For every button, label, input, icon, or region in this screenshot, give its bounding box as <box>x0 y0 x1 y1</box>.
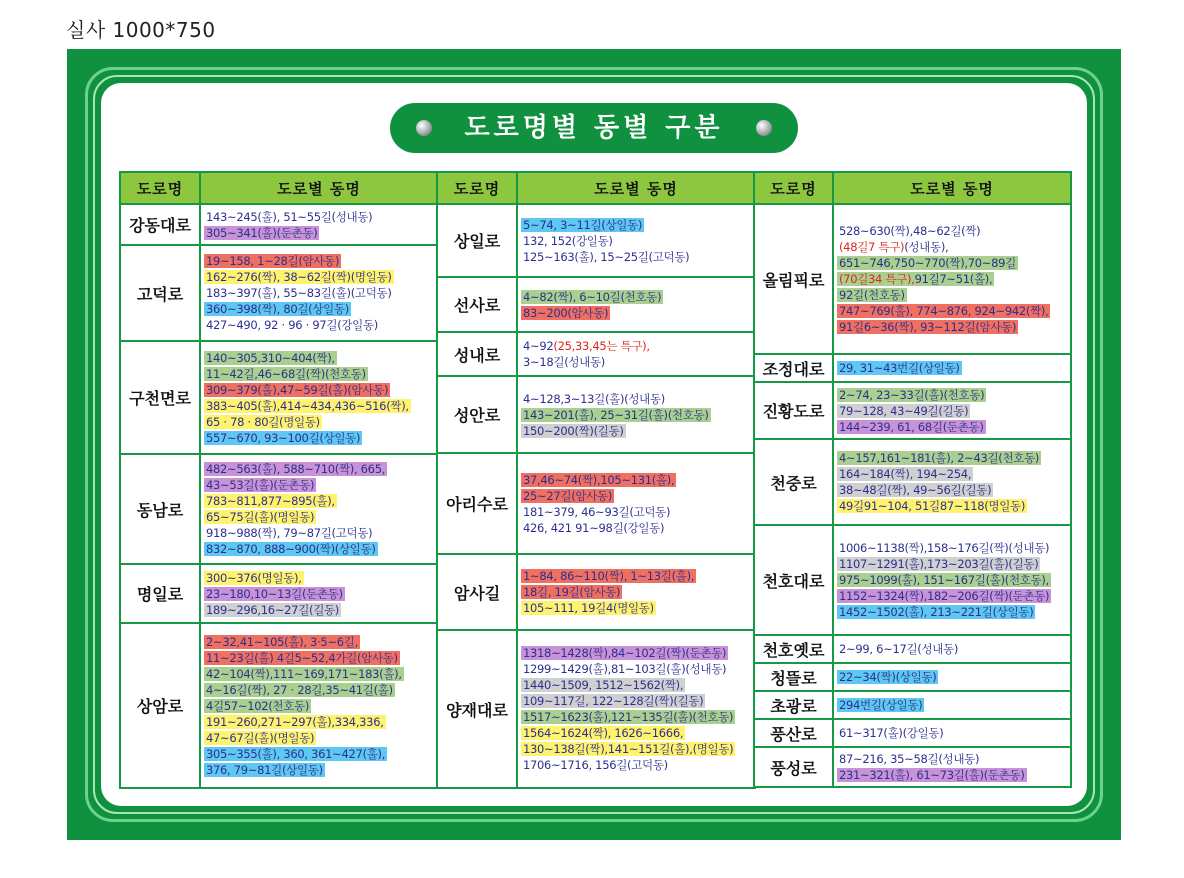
dong-range-line <box>204 634 434 650</box>
dong-list <box>833 525 1071 635</box>
dong-range-line <box>521 504 751 520</box>
road-name: 상일로 <box>437 204 517 277</box>
dong-range-text: 426, 421 91~98길(강일동) <box>523 520 665 535</box>
dong-range-text: 143~245(홀), 51~55길(성내동) <box>206 209 373 224</box>
dong-range-text: 482~563(홀), 588~710(짝), 665, <box>206 462 386 476</box>
road-row <box>120 564 438 623</box>
dong-range-line <box>204 477 434 493</box>
road-row <box>754 354 1071 382</box>
dong-range-line <box>204 253 434 269</box>
dong-range-line <box>204 682 434 698</box>
road-row <box>754 691 1071 719</box>
dong-range-line <box>521 423 751 439</box>
dong-range-text: 162~276(짝), 38~62길(짝)(명일동) <box>206 270 392 284</box>
dong-range-line <box>204 698 434 714</box>
dong-range-text: 5~74, 3~11길(상일동) <box>523 217 643 232</box>
dong-range-text: 25~27길(암사동) <box>523 488 613 503</box>
dong-range-text: 3~18길(성내동) <box>523 355 605 369</box>
road-table-col-3 <box>753 171 1072 788</box>
dong-range-text: 11~42길,46~68길(짝)(천호동) <box>206 366 366 381</box>
dong-range-line <box>204 586 434 602</box>
dong-range-line <box>204 762 434 778</box>
dong-range-line <box>521 568 751 584</box>
dong-list <box>833 439 1071 525</box>
dong-range-line <box>521 354 751 370</box>
road-name: 진황도로 <box>754 382 833 439</box>
road-name: 조정대로 <box>754 354 833 382</box>
road-name: 청뜰로 <box>754 663 833 691</box>
dong-range-line <box>204 509 434 525</box>
dong-range-line <box>521 407 751 423</box>
dong-range-text: 19~158, 1~28길(암사동) <box>206 254 340 268</box>
dong-range-line <box>521 645 751 661</box>
dong-range-text: 105~111, 19길4(명일동) <box>523 601 654 615</box>
dong-list <box>200 564 438 623</box>
dong-range-line <box>521 217 751 233</box>
dong-range-text: 183~397(홀), 55~83길(홀)(고덕동) <box>206 286 392 300</box>
dong-range-text: 92길(천호동) <box>839 288 905 302</box>
dong-range-line <box>521 249 751 265</box>
dong-range-text: 150~200(짝)(길동) <box>523 423 624 438</box>
road-row <box>437 332 755 376</box>
dong-range-line <box>521 661 751 677</box>
road-row <box>754 439 1071 525</box>
dong-list <box>833 691 1071 719</box>
dong-range-line <box>204 301 434 317</box>
dong-range-text: 231~321(홀), 61~73길(홀)(둔촌동) <box>839 768 1025 782</box>
dong-range-text: 132, 152(강일동) <box>523 233 613 248</box>
dong-range-text: 43~53길(홀)(둔촌동) <box>206 478 315 492</box>
dong-range-line <box>204 730 434 746</box>
dong-range-line <box>837 498 1067 514</box>
dong-range-text: 975~1099(홀), 151~167길(홀)(천호동), <box>839 573 1049 587</box>
dong-range-text: 29, 31~43번길(상일동) <box>839 361 960 375</box>
dong-range-line <box>837 767 1067 783</box>
dong-range-text: 651~746,750~770(짝),70~89길 <box>839 256 1016 270</box>
dong-range-text: 2~32,41~105(홀), 3·5~6길, <box>206 634 358 649</box>
dong-range-text: 47~67길(홀)(명일동) <box>206 730 315 745</box>
dong-list <box>200 245 438 341</box>
dong-range-text <box>837 240 950 254</box>
dong-range-line <box>521 584 751 600</box>
dong-range-line <box>837 540 1067 556</box>
dong-list <box>517 376 755 453</box>
dong-range-line <box>204 414 434 430</box>
title-banner <box>390 103 798 153</box>
dong-range-text: 42~104(짝),111~169,171~183(홀), <box>206 666 402 681</box>
dong-range-line <box>204 666 434 682</box>
road-row <box>437 630 755 788</box>
dong-range-line <box>204 366 434 382</box>
dong-range-line <box>837 725 1067 741</box>
dong-range-text: 4길57~102(천호동) <box>206 698 310 713</box>
dong-range-line <box>837 239 1067 255</box>
dong-range-line <box>204 493 434 509</box>
dong-range-text: 360~398(짝), 80길(상일동) <box>206 302 349 316</box>
road-name: 초광로 <box>754 691 833 719</box>
dong-range-text: 1006~1138(짝),158~176길(짝)(성내동) <box>839 541 1050 555</box>
dong-range-line <box>837 669 1067 685</box>
road-name: 천중로 <box>754 439 833 525</box>
dong-range-line <box>521 305 751 321</box>
dong-list <box>833 382 1071 439</box>
dong-range-line <box>837 319 1067 335</box>
dong-range-line <box>837 751 1067 767</box>
dong-list <box>200 341 438 454</box>
dong-range-text: 1452~1502(홀), 213~221길(상일동) <box>839 605 1034 619</box>
header-dong: 도로별 동명 <box>517 172 755 204</box>
dong-range-line <box>204 461 434 477</box>
dong-range-line <box>204 317 434 333</box>
road-row <box>437 204 755 277</box>
dong-range-text: 61~317(홀)(강일동) <box>839 726 944 740</box>
dong-range-line <box>204 209 434 225</box>
dong-range-text: 83~200(암사동) <box>523 305 609 320</box>
dong-list <box>833 354 1071 382</box>
dong-range-line <box>521 677 751 693</box>
dong-range-text: 144~239, 61, 68길(둔촌동) <box>839 419 984 434</box>
dong-list <box>517 332 755 376</box>
dong-range-text: 305~355(홀), 360, 361~427(홀), <box>206 746 386 761</box>
dong-range-line <box>521 289 751 305</box>
dong-list <box>517 453 755 554</box>
road-row <box>754 204 1071 354</box>
dong-range-text: 189~296,16~27길(길동) <box>206 602 339 617</box>
dong-range-text: 557~670, 93~100길(상일동) <box>206 430 361 445</box>
dong-range-text: 383~405(홀),414~434,436~516(짝), <box>206 398 409 413</box>
dong-list <box>200 454 438 564</box>
dong-range-text: 130~138길(짝),141~151길(홀),(명일동) <box>523 742 734 756</box>
road-name: 동남로 <box>120 454 200 564</box>
dong-range-line <box>837 697 1067 713</box>
dong-range-part: 4~92 <box>523 339 554 353</box>
dong-range-line <box>204 285 434 301</box>
special-zone-note: (48길7 특구) <box>839 240 905 254</box>
dong-list <box>517 554 755 630</box>
road-row <box>437 453 755 554</box>
dong-range-text: 305~341(홀)(둔촌동) <box>206 225 318 240</box>
dong-range-line <box>837 482 1067 498</box>
road-row <box>120 454 438 564</box>
dong-range-text: 1706~1716, 156길(고덕동) <box>523 758 668 772</box>
special-zone-note: (25,33,45는 특구), <box>553 339 650 353</box>
dong-range-line <box>521 488 751 504</box>
dong-list <box>517 277 755 332</box>
dong-range-line <box>204 382 434 398</box>
header-road: 도로명 <box>120 172 200 204</box>
dong-range-line <box>521 472 751 488</box>
dong-range-part: (성내동), <box>904 240 949 254</box>
header-dong: 도로별 동명 <box>200 172 438 204</box>
road-row <box>437 376 755 453</box>
dong-range-text: 918~988(짝), 79~87길(고덕동) <box>206 526 373 540</box>
dong-range-text: 143~201(홀), 25~31길(홀)(천호동) <box>523 407 709 422</box>
dong-range-line <box>837 641 1067 657</box>
road-name: 성내로 <box>437 332 517 376</box>
dong-range-line <box>837 556 1067 572</box>
road-name: 양재대로 <box>437 630 517 788</box>
road-name: 상암로 <box>120 623 200 788</box>
road-name: 강동대로 <box>120 204 200 245</box>
road-row <box>120 623 438 788</box>
dong-range-text <box>837 272 994 286</box>
dong-range-text: 1440~1509, 1512~1562(짝), <box>523 678 684 692</box>
dong-range-line <box>521 709 751 725</box>
dong-list <box>833 747 1071 787</box>
dong-list <box>200 204 438 245</box>
dong-range-text: 191~260,271~297(홀),334,336, <box>206 714 384 729</box>
dong-range-line <box>837 303 1067 319</box>
road-name: 풍성로 <box>754 747 833 787</box>
dong-range-line <box>837 403 1067 419</box>
header-road: 도로명 <box>437 172 517 204</box>
road-name: 구천면로 <box>120 341 200 454</box>
dong-range-text: 1152~1324(짝),182~206길(짝)(둔촌동) <box>839 589 1050 603</box>
dong-list <box>833 204 1071 354</box>
dong-range-line <box>521 741 751 757</box>
dong-range-line <box>204 430 434 446</box>
road-row <box>754 663 1071 691</box>
dong-range-text: 18길, 19길(암사동) <box>523 585 621 599</box>
dong-range-line <box>837 588 1067 604</box>
road-name: 선사로 <box>437 277 517 332</box>
dong-range-line <box>521 693 751 709</box>
dong-range-line <box>204 714 434 730</box>
dong-range-line <box>204 746 434 762</box>
road-table-col-1 <box>119 171 439 789</box>
dong-range-line <box>837 604 1067 620</box>
dong-range-line <box>837 450 1067 466</box>
special-zone-note: (70길34 특구), <box>839 272 915 286</box>
dong-range-line <box>837 255 1067 271</box>
dong-range-text: 832~870, 888~900(짝)(상일동) <box>206 542 376 556</box>
dong-range-text: 11~23길(홀) 4길5~52,4가길(암사동) <box>206 650 398 665</box>
dong-range-text: 294번길(상일동) <box>839 698 923 712</box>
road-row <box>754 382 1071 439</box>
road-row <box>754 747 1071 787</box>
dong-range-text: 1318~1428(짝),84~102길(짝)(둔촌동) <box>523 646 727 660</box>
dong-range-line <box>837 287 1067 303</box>
dong-range-text: 109~117길, 122~128길(짝)(길동) <box>523 694 704 708</box>
dong-range-line <box>204 570 434 586</box>
dong-range-line <box>204 541 434 557</box>
dong-range-line <box>837 360 1067 376</box>
road-row <box>437 554 755 630</box>
dong-range-text: 49길91~104, 51길87~118(명일동) <box>839 499 1026 513</box>
dong-range-text: 164~184(짝), 194~254, <box>839 467 972 481</box>
dong-range-text: 783~811,877~895(홀), <box>206 494 335 508</box>
dong-range-text: 4~16길(짝), 27 · 28길,35~41길(홀) <box>206 682 393 697</box>
dong-range-line <box>837 572 1067 588</box>
dong-range-text: 1564~1624(짝), 1626~1666, <box>523 726 684 740</box>
dong-range-part: 91길7~51(홀), <box>914 272 993 286</box>
dong-range-text: 65~75길(홀)(명일동) <box>206 510 315 524</box>
road-name: 풍산로 <box>754 719 833 747</box>
dong-list <box>200 623 438 788</box>
rivet-right-icon <box>756 120 772 136</box>
road-table-col-2 <box>436 171 756 789</box>
dong-range-line <box>837 271 1067 287</box>
header-dong: 도로별 동명 <box>833 172 1071 204</box>
road-row <box>754 719 1071 747</box>
dong-range-text: 747~769(홀), 774~876, 924~942(짝), <box>839 304 1049 318</box>
dong-range-text <box>521 339 652 353</box>
dong-range-line <box>204 602 434 618</box>
dong-range-text: 528~630(짝),48~62길(짝) <box>839 224 981 238</box>
road-row <box>754 635 1071 663</box>
dong-list <box>833 719 1071 747</box>
dong-range-text: 4~82(짝), 6~10길(천호동) <box>523 289 662 304</box>
road-row <box>120 245 438 341</box>
dong-range-text: 22~34(짝)(상일동) <box>839 670 937 684</box>
dong-range-text: 2~74, 23~33길(홀)(천호동) <box>839 387 985 402</box>
print-size-caption: 실사 1000*750 <box>66 18 216 42</box>
road-name: 명일로 <box>120 564 200 623</box>
dong-range-line <box>204 398 434 414</box>
dong-range-text: 300~376(명일동), <box>206 570 302 585</box>
dong-range-line <box>204 350 434 366</box>
road-row <box>120 204 438 245</box>
road-row <box>120 341 438 454</box>
dong-range-line <box>204 650 434 666</box>
dong-range-text: 37,46~74(짝),105~131(홀), <box>523 472 675 487</box>
dong-range-text: 181~379, 46~93길(고덕동) <box>523 504 671 519</box>
dong-range-line <box>837 223 1067 239</box>
dong-range-text: 1299~1429(홀),81~103길(홀)(성내동) <box>523 662 727 676</box>
road-row <box>754 525 1071 635</box>
dong-range-line <box>521 725 751 741</box>
road-name: 고덕로 <box>120 245 200 341</box>
dong-range-text: 1517~1623(홀),121~135길(홀)(천호동) <box>523 710 734 724</box>
dong-range-line <box>837 466 1067 482</box>
road-name: 올림픽로 <box>754 204 833 354</box>
page-title: 도로명별 동별 구분 <box>464 113 724 143</box>
dong-list <box>517 630 755 788</box>
dong-range-text: 376, 79~81길(상일동) <box>206 762 323 777</box>
dong-range-line <box>204 525 434 541</box>
dong-range-line <box>521 391 751 407</box>
dong-range-text: 87~216, 35~58길(성내동) <box>839 752 980 766</box>
dong-range-text: 125~163(홀), 15~25길(고덕동) <box>523 249 690 264</box>
dong-list <box>833 663 1071 691</box>
road-name: 암사길 <box>437 554 517 630</box>
dong-range-text: 38~48길(짝), 49~56길(길동) <box>839 483 992 497</box>
dong-range-text: 1~84, 86~110(짝), 1~13길(홀), <box>523 569 695 583</box>
header-road: 도로명 <box>754 172 833 204</box>
dong-range-text: 79~128, 43~49길(길동) <box>839 403 969 418</box>
dong-range-line <box>521 757 751 773</box>
dong-range-line <box>521 520 751 536</box>
dong-range-text: 1107~1291(홀),173~203길(홀)(길동) <box>839 557 1039 571</box>
dong-list <box>517 204 755 277</box>
road-name: 천호대로 <box>754 525 833 635</box>
dong-range-line <box>521 338 751 354</box>
dong-range-line <box>204 225 434 241</box>
dong-range-line <box>837 419 1067 435</box>
dong-range-text: 4~128,3~13길(홀)(성내동) <box>523 391 665 406</box>
dong-range-text: 309~379(홀),47~59길(홀)(암사동) <box>206 382 389 397</box>
dong-list <box>833 635 1071 663</box>
road-name: 성안로 <box>437 376 517 453</box>
dong-range-text: 65 · 78 · 80길(명일동) <box>206 414 320 429</box>
dong-range-text: 140~305,310~404(짝), <box>206 350 335 365</box>
dong-range-line <box>837 387 1067 403</box>
dong-range-line <box>521 233 751 249</box>
dong-range-text: 91길6~36(짝), 93~112길(암사동) <box>839 320 1017 334</box>
road-name: 천호옛로 <box>754 635 833 663</box>
dong-range-line <box>204 269 434 285</box>
dong-range-text: 427~490, 92 · 96 · 97길(강일동) <box>206 318 378 332</box>
dong-range-text: 4~157,161~181(홀), 2~43길(천호동) <box>839 451 1040 465</box>
rivet-left-icon <box>416 120 432 136</box>
road-name: 아리수로 <box>437 453 517 554</box>
dong-range-line <box>521 600 751 616</box>
dong-range-text: 23~180,10~13길(둔촌동) <box>206 586 343 601</box>
dong-range-text: 2~99, 6~17길(성내동) <box>839 642 959 656</box>
road-row <box>437 277 755 332</box>
